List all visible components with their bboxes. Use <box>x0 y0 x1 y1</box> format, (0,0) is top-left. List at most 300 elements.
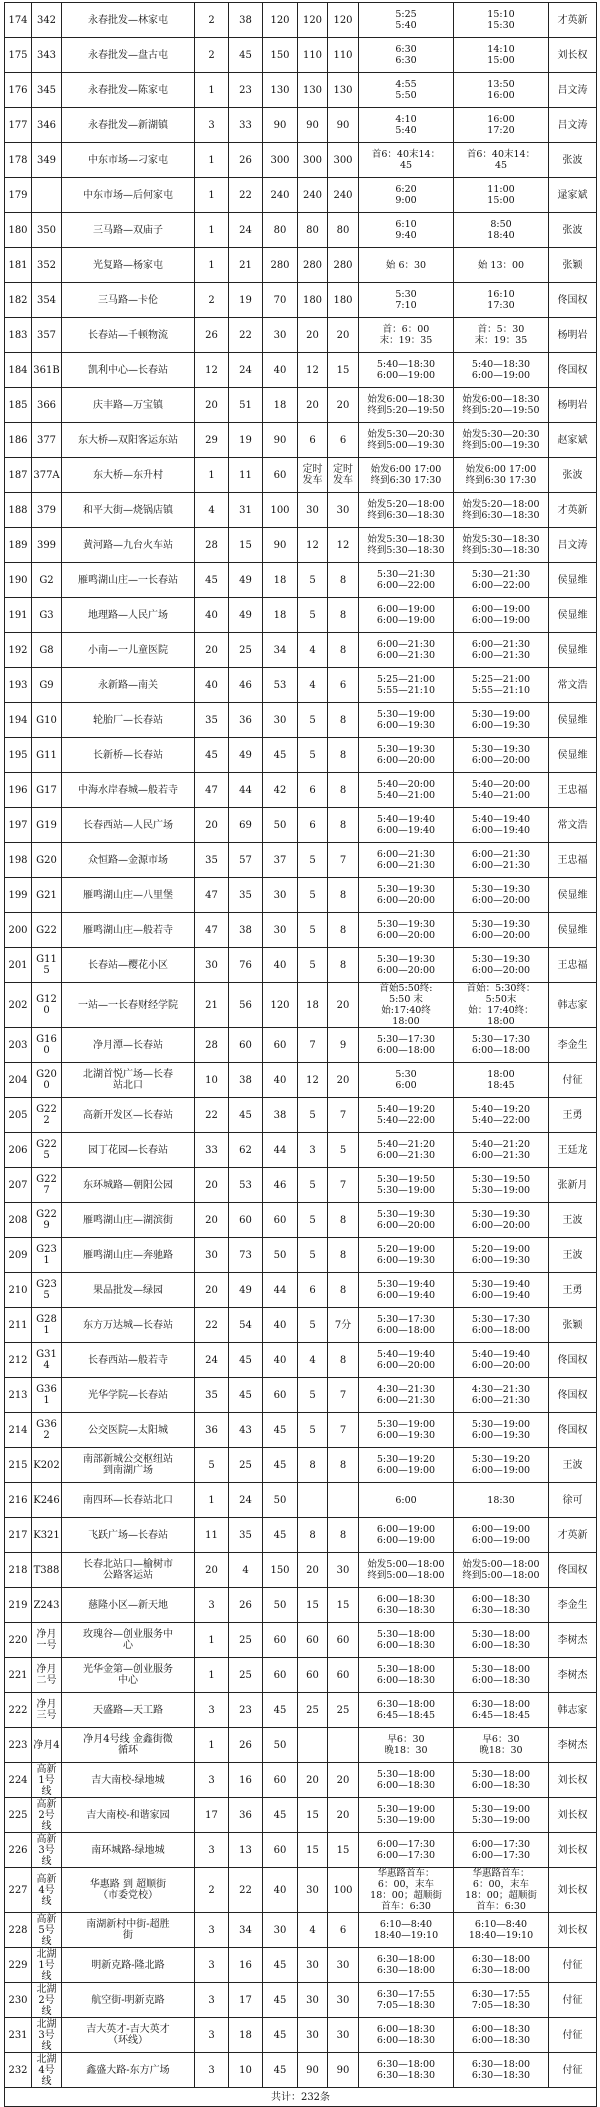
peak-interval <box>298 1308 328 1343</box>
route-length <box>229 1728 263 1763</box>
manager-line: 佟国权 <box>557 1389 588 1401</box>
manager <box>549 2053 597 2088</box>
last-schedule-line: 5:30—19:00 <box>471 1815 531 1826</box>
row-number <box>5 178 32 213</box>
route-length <box>229 1273 263 1308</box>
first-schedule-line: 6:30—18:30 <box>376 1605 436 1616</box>
route-code <box>32 1553 62 1588</box>
last-schedule <box>454 843 549 878</box>
peak-interval-line: 12 <box>306 364 319 376</box>
route-name <box>62 773 195 808</box>
last-schedule-line: 6:00—18:00 <box>471 1325 531 1336</box>
route-name-line: 众恒路—金源市场 <box>88 854 168 866</box>
row-number-line: 210 <box>8 1284 28 1296</box>
last-schedule-line: 6:00—20:00 <box>471 1220 531 1231</box>
route-length-line: 45 <box>239 49 252 61</box>
table-row <box>5 948 597 983</box>
manager-line: 刘长权 <box>557 1774 588 1786</box>
last-schedule-line: 晚18：30 <box>479 1745 523 1756</box>
table-row <box>5 738 597 773</box>
route-code-line: 净月 <box>36 1664 57 1675</box>
off-peak-interval-line: 8 <box>339 644 347 656</box>
trip-time-line: 60 <box>273 1844 287 1856</box>
peak-interval <box>298 1098 328 1133</box>
row-number-line: 225 <box>8 1809 28 1821</box>
route-length-line: 16 <box>239 1959 252 1971</box>
first-schedule-line: 首：6：00 <box>382 324 430 335</box>
first-schedule <box>359 1238 454 1273</box>
route-code <box>32 1168 62 1203</box>
off-peak-interval-line: 20 <box>336 1809 350 1821</box>
last-schedule-line: 华惠路首车： <box>472 1868 530 1879</box>
trip-time <box>263 1728 298 1763</box>
route-code <box>32 1983 62 2018</box>
vehicle-count <box>195 1763 229 1798</box>
last-schedule <box>454 703 549 738</box>
last-schedule-line: 15:10 <box>487 9 515 20</box>
manager-line: 杨明岩 <box>557 399 588 411</box>
first-schedule-line: 5:30—17:30 <box>376 1314 436 1325</box>
peak-interval-line: 发车 <box>302 475 323 486</box>
peak-interval-line: 8 <box>309 1459 316 1471</box>
last-schedule <box>454 1553 549 1588</box>
manager <box>549 1588 597 1623</box>
table-row <box>5 668 597 703</box>
first-schedule-line: 5:55—21:10 <box>376 685 436 696</box>
route-length-line: 45 <box>239 1354 252 1366</box>
off-peak-interval-line: 8 <box>339 959 347 971</box>
row-number <box>5 388 32 423</box>
last-schedule-line: 16:00 <box>487 90 515 101</box>
off-peak-interval-line: 90 <box>336 2064 350 2076</box>
route-length-line: 49 <box>239 574 252 586</box>
route-name <box>62 1728 195 1763</box>
trip-time-line: 90 <box>273 539 287 551</box>
row-number-line: 185 <box>8 399 28 411</box>
last-schedule <box>454 563 549 598</box>
route-length <box>229 1833 263 1868</box>
trip-time <box>263 808 298 843</box>
route-code-line: G115 <box>36 954 57 976</box>
route-name <box>62 983 195 1028</box>
route-name-line: 地理路—人民广场 <box>88 609 168 621</box>
manager <box>549 213 597 248</box>
route-length-line: 22 <box>239 329 252 341</box>
route-name <box>62 1948 195 1983</box>
trip-time <box>263 1168 298 1203</box>
route-name-line: 南四环—长春站北口 <box>83 1494 173 1506</box>
peak-interval-line: 20 <box>306 1564 319 1576</box>
last-schedule-line: 18:40 <box>487 230 515 241</box>
table-body <box>5 3 597 2088</box>
peak-interval <box>298 1623 328 1658</box>
route-length-line: 62 <box>239 1144 252 1156</box>
first-schedule <box>359 1728 454 1763</box>
vehicle-count-line: 17 <box>205 1809 218 1821</box>
vehicle-count-line: 47 <box>205 784 218 796</box>
off-peak-interval <box>328 1913 359 1948</box>
manager <box>549 2018 597 2053</box>
route-name <box>62 1308 195 1343</box>
first-schedule-line: 始发5:30—18:30 <box>367 534 445 545</box>
route-length <box>229 598 263 633</box>
row-number <box>5 108 32 143</box>
first-schedule-line: 终到5:00—18:00 <box>367 1570 445 1581</box>
first-schedule-line: 4:30—21:30 <box>376 1384 436 1395</box>
off-peak-interval-line: 240 <box>333 189 353 201</box>
peak-interval-line: 30 <box>306 504 319 516</box>
vehicle-count-line: 40 <box>205 679 218 691</box>
route-name-line: 南部新城公交枢纽站 <box>83 1454 173 1465</box>
off-peak-interval-line: 8 <box>339 574 347 586</box>
route-length <box>229 983 263 1028</box>
last-schedule-line: 6:00—19:00 <box>471 615 531 626</box>
route-length <box>229 143 263 178</box>
table-row <box>5 248 597 283</box>
vehicle-count-line: 5 <box>208 1459 215 1471</box>
table-row <box>5 1448 597 1483</box>
peak-interval-line: 15 <box>306 1809 319 1821</box>
first-schedule <box>359 1983 454 2018</box>
off-peak-interval-line: 60 <box>336 1669 350 1681</box>
last-schedule-line: 6:00—21:30 <box>471 1150 531 1161</box>
first-schedule-line: 6:00—18:30 <box>376 2035 436 2046</box>
last-schedule <box>454 1343 549 1378</box>
route-length-line: 49 <box>239 749 252 761</box>
vehicle-count-line: 10 <box>205 1074 218 1086</box>
row-number-line: 215 <box>8 1459 28 1471</box>
peak-interval <box>298 1378 328 1413</box>
last-schedule <box>454 2053 549 2088</box>
last-schedule <box>454 458 549 493</box>
route-name-line: 中东市场—后何家屯 <box>83 189 173 201</box>
trip-time <box>263 38 298 73</box>
last-schedule <box>454 1273 549 1308</box>
peak-interval-line: 15 <box>306 1844 319 1856</box>
first-schedule-line: 6:00—18:30 <box>376 1640 436 1651</box>
first-schedule <box>359 1133 454 1168</box>
trip-time <box>263 458 298 493</box>
route-name-line: 雁鸣湖山庄—八里堡 <box>83 889 173 901</box>
first-schedule-line: 4:10 <box>395 114 417 125</box>
route-length <box>229 633 263 668</box>
vehicle-count <box>195 2018 229 2053</box>
route-length <box>229 108 263 143</box>
vehicle-count <box>195 878 229 913</box>
route-code-line: G229 <box>36 1209 57 1231</box>
route-code <box>32 773 62 808</box>
off-peak-interval <box>328 458 359 493</box>
manager-line: 付征 <box>562 1074 583 1086</box>
first-schedule <box>359 1168 454 1203</box>
vehicle-count <box>195 1483 229 1518</box>
first-schedule-line: 5:30—19:00 <box>376 1185 436 1196</box>
manager-line: 王勇 <box>562 1109 583 1121</box>
off-peak-interval <box>328 808 359 843</box>
off-peak-interval <box>328 1763 359 1798</box>
trip-time <box>263 983 298 1028</box>
route-name <box>62 2018 195 2053</box>
first-schedule-line: 5:25 <box>395 9 417 20</box>
first-schedule-line: 5:40—19:40 <box>376 814 436 825</box>
first-schedule <box>359 738 454 773</box>
row-number-line: 186 <box>8 434 28 446</box>
first-schedule-line: 5:30—19:30 <box>376 744 436 755</box>
off-peak-interval <box>328 1413 359 1448</box>
route-code-line: 357 <box>36 329 57 341</box>
manager-line: 吕文涛 <box>557 539 588 551</box>
route-code <box>32 563 62 598</box>
route-length-line: 73 <box>239 1249 252 1261</box>
table-row <box>5 598 597 633</box>
trip-time <box>263 1693 298 1728</box>
first-schedule-line: 6:00—18:30 <box>376 2024 436 2035</box>
route-code <box>32 213 62 248</box>
route-name <box>62 1343 195 1378</box>
last-schedule-line: 5:30—19:40 <box>471 1279 531 1290</box>
first-schedule <box>359 703 454 738</box>
vehicle-count-line: 3 <box>208 1704 215 1716</box>
vehicle-count <box>195 493 229 528</box>
route-name-line: 和平大街—烧锅店镇 <box>83 504 173 516</box>
first-schedule-line: 终到5:00—19:30 <box>367 440 445 451</box>
first-schedule-line: 6:00—20:00 <box>376 1360 436 1371</box>
row-number <box>5 38 32 73</box>
manager-line: 李树杰 <box>557 1634 588 1646</box>
route-name <box>62 1833 195 1868</box>
last-schedule-line: 6:00—18:30 <box>471 1675 531 1686</box>
trip-time-line: 18 <box>273 609 287 621</box>
route-code-line: 2号 <box>38 1809 55 1821</box>
table-row <box>5 1658 597 1693</box>
row-number <box>5 318 32 353</box>
peak-interval <box>298 1168 328 1203</box>
first-schedule <box>359 773 454 808</box>
last-schedule-line: 6:45—18:45 <box>471 1710 531 1721</box>
route-length <box>229 3 263 38</box>
route-name-line: 长春西站—人民广场 <box>83 819 173 831</box>
vehicle-count <box>195 1308 229 1343</box>
first-schedule <box>359 213 454 248</box>
route-name <box>62 2053 195 2088</box>
manager <box>549 38 597 73</box>
first-schedule <box>359 423 454 458</box>
first-schedule-line: 5:40—19:40 <box>376 1349 436 1360</box>
row-number-line: 176 <box>8 84 28 96</box>
vehicle-count-line: 35 <box>205 1389 218 1401</box>
peak-interval <box>298 948 328 983</box>
first-schedule-line: 5:40—18:30 <box>376 359 436 370</box>
peak-interval <box>298 318 328 353</box>
route-code-line: 350 <box>36 224 57 236</box>
table-row <box>5 1098 597 1133</box>
last-schedule-line: 6:00—20:00 <box>471 895 531 906</box>
first-schedule-line: 6:00—19:00 <box>376 615 436 626</box>
table-row <box>5 1483 597 1518</box>
last-schedule-line: 6:30—18:30 <box>471 2070 531 2081</box>
route-code-line: G3 <box>39 609 54 621</box>
last-schedule <box>454 1483 549 1518</box>
first-schedule-line: 5:30—19:00 <box>376 709 436 720</box>
route-code-line: 346 <box>36 119 57 131</box>
last-schedule-line: 16:10 <box>487 289 515 300</box>
row-number-line: 214 <box>8 1424 28 1436</box>
off-peak-interval <box>328 1518 359 1553</box>
first-schedule-line: 6:00—19:00 <box>376 370 436 381</box>
route-code-line: 北湖 <box>36 1983 57 1995</box>
route-name <box>62 528 195 563</box>
route-code-line: G362 <box>36 1419 57 1441</box>
row-number <box>5 1483 32 1518</box>
trip-time-line: 40 <box>273 1319 287 1331</box>
peak-interval <box>298 1063 328 1098</box>
route-name <box>62 1098 195 1133</box>
trip-time <box>263 1343 298 1378</box>
manager-line: 王波 <box>562 1214 583 1226</box>
route-code-line: G222 <box>36 1104 57 1126</box>
trip-time <box>263 1553 298 1588</box>
first-schedule-line: 早6：30 <box>387 1734 425 1745</box>
trip-time-line: 37 <box>273 854 287 866</box>
peak-interval <box>298 1693 328 1728</box>
peak-interval <box>298 703 328 738</box>
vehicle-count <box>195 1343 229 1378</box>
peak-interval <box>298 38 328 73</box>
trip-time-line: 60 <box>273 1214 287 1226</box>
manager-line: 韩志家 <box>557 1704 588 1716</box>
route-length <box>229 1203 263 1238</box>
vehicle-count-line: 30 <box>205 1249 218 1261</box>
route-code <box>32 318 62 353</box>
route-name <box>62 1588 195 1623</box>
route-name <box>62 1238 195 1273</box>
manager-line: 张波 <box>562 469 583 481</box>
first-schedule <box>359 283 454 318</box>
first-schedule-line: 5:20—19:00 <box>376 1244 436 1255</box>
row-number-line: 227 <box>8 1884 28 1896</box>
row-number-line: 179 <box>8 189 28 201</box>
off-peak-interval-line: 8 <box>339 819 347 831</box>
route-code-line: 线 <box>41 1820 52 1832</box>
vehicle-count-line: 45 <box>205 749 218 761</box>
vehicle-count-line: 47 <box>205 889 218 901</box>
off-peak-interval-line: 8 <box>339 889 347 901</box>
last-schedule-line: 5:20—19:00 <box>471 1244 531 1255</box>
vehicle-count <box>195 143 229 178</box>
trip-time <box>263 1868 298 1913</box>
peak-interval <box>298 1273 328 1308</box>
manager <box>549 458 597 493</box>
route-name-line: 中心 <box>118 1675 138 1686</box>
last-schedule-line: 6:10—8:40 <box>474 1919 528 1930</box>
row-number <box>5 2053 32 2088</box>
route-length-line: 19 <box>239 434 252 446</box>
last-schedule <box>454 423 549 458</box>
off-peak-interval <box>328 73 359 108</box>
route-code-line: G235 <box>36 1279 57 1301</box>
route-name-line: 东环城路—朝阳公园 <box>83 1179 173 1191</box>
off-peak-interval <box>328 948 359 983</box>
trip-time-line: 150 <box>270 49 290 61</box>
first-schedule-line: 5:30—19:00 <box>376 1815 436 1826</box>
off-peak-interval <box>328 493 359 528</box>
last-schedule-line: 5:30—17:30 <box>471 1034 531 1045</box>
vehicle-count <box>195 1658 229 1693</box>
row-number <box>5 1693 32 1728</box>
last-schedule-line: 17:30 <box>487 300 515 311</box>
vehicle-count <box>195 1238 229 1273</box>
vehicle-count-line: 20 <box>205 819 218 831</box>
route-name <box>62 633 195 668</box>
route-length <box>229 1693 263 1728</box>
manager <box>549 948 597 983</box>
table-row <box>5 808 597 843</box>
last-schedule <box>454 1168 549 1203</box>
first-schedule-line: 4:55 <box>395 79 417 90</box>
manager <box>549 1913 597 1948</box>
vehicle-count <box>195 213 229 248</box>
last-schedule-line: 5:40—19:20 <box>471 1104 531 1115</box>
off-peak-interval <box>328 563 359 598</box>
peak-interval-line: 4 <box>309 679 316 691</box>
first-schedule-line: 5:50 末 <box>389 994 423 1005</box>
row-number-line: 189 <box>8 539 28 551</box>
last-schedule <box>454 108 549 143</box>
route-code-line: G21 <box>36 889 57 901</box>
first-schedule <box>359 1028 454 1063</box>
peak-interval-line: 6 <box>309 434 316 446</box>
manager <box>549 1448 597 1483</box>
off-peak-interval <box>328 1553 359 1588</box>
route-length <box>229 1948 263 1983</box>
route-code-line: G120 <box>36 994 57 1016</box>
off-peak-interval <box>328 843 359 878</box>
off-peak-interval <box>328 1483 359 1518</box>
peak-interval <box>298 73 328 108</box>
trip-time-line: 300 <box>270 154 290 166</box>
route-name-line: 黄河路—九台火车站 <box>83 539 173 551</box>
row-number <box>5 283 32 318</box>
last-schedule-line: 11:00 <box>487 184 515 195</box>
route-name <box>62 388 195 423</box>
route-name <box>62 283 195 318</box>
row-number-line: 226 <box>8 1844 28 1856</box>
last-schedule-line: 6:30—17:55 <box>471 1989 531 2000</box>
route-code-line: G8 <box>39 644 54 656</box>
row-number-line: 218 <box>8 1564 28 1576</box>
off-peak-interval <box>328 633 359 668</box>
route-code-line: 349 <box>36 154 57 166</box>
route-name <box>62 108 195 143</box>
first-schedule-line: 5:30 <box>395 1069 417 1080</box>
route-length-line: 16 <box>239 1774 252 1786</box>
manager-line: 张颖 <box>562 1319 583 1331</box>
last-schedule-line: 6：00，末车 <box>472 1879 530 1890</box>
first-schedule-line: 6:00—21:30 <box>376 639 436 650</box>
route-length-line: 19 <box>239 294 252 306</box>
row-number <box>5 563 32 598</box>
last-schedule-line: 5:30—19:30 <box>471 954 531 965</box>
row-number <box>5 2018 32 2053</box>
route-code <box>32 1728 62 1763</box>
peak-interval <box>298 1343 328 1378</box>
route-length <box>229 1168 263 1203</box>
row-number-line: 230 <box>8 1994 28 2006</box>
first-schedule-line: 6:00—19:00 <box>376 1465 436 1476</box>
vehicle-count-line: 3 <box>208 1959 215 1971</box>
first-schedule <box>359 2053 454 2088</box>
route-length-line: 23 <box>239 1704 252 1716</box>
